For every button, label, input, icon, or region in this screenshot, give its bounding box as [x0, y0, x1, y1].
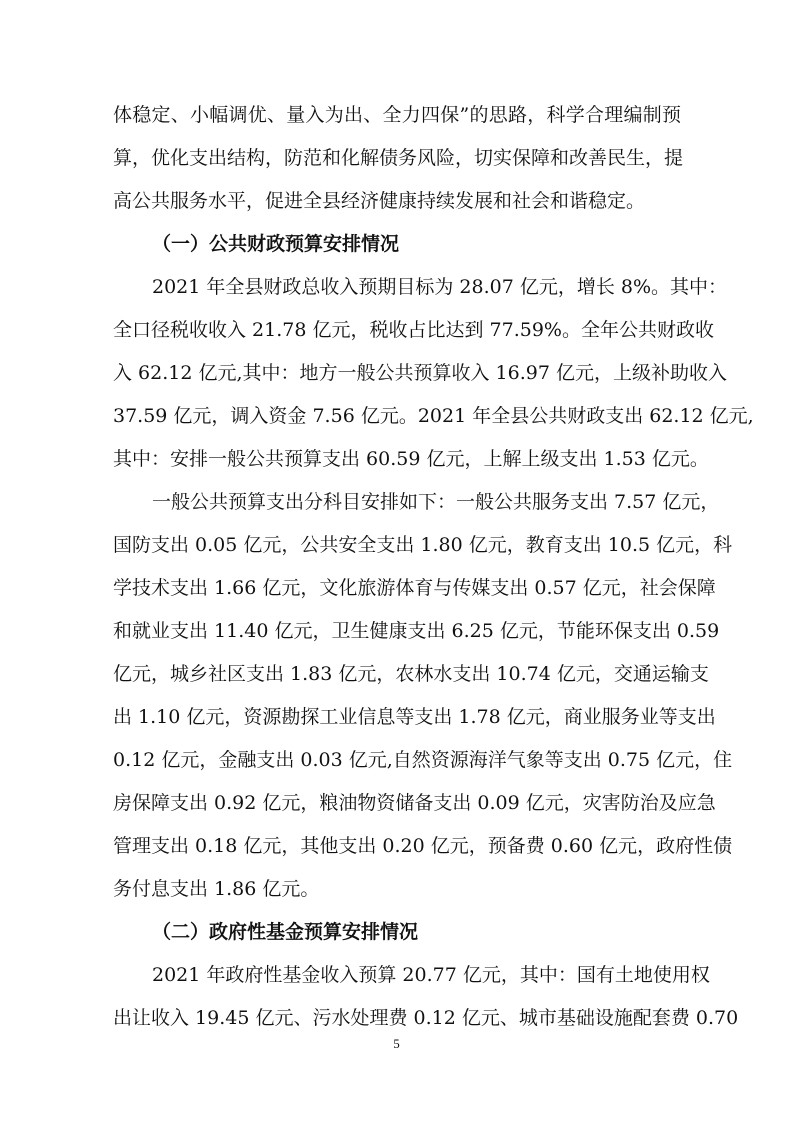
text-line: 出让收入 19.45 亿元、污水处理费 0.12 亿元、城市基础设施配套费 0.70: [113, 1007, 739, 1029]
text-line: 0.12 亿元，金融支出 0.03 亿元,自然资源海洋气象等支出 0.75 亿元，住: [113, 749, 733, 771]
text-line: 算，优化支出结构，防范和化解债务风险，切实保障和改善民生，提: [113, 147, 684, 169]
page-number: 5: [393, 1036, 400, 1051]
text-line: 出 1.10 亿元，资源勘探工业信息等支出 1.78 亿元，商业服务业等支出: [113, 706, 716, 728]
text-line: 2021 年政府性基金收入预算 20.77 亿元，其中：国有土地使用权: [152, 964, 710, 986]
text-line: 全口径税收收入 21.78 亿元，税收占比达到 77.59%。全年公共财政收: [113, 319, 714, 341]
text-line: 和就业支出 11.40 亿元，卫生健康支出 6.25 亿元，节能环保支出 0.59: [113, 620, 720, 642]
text-line: 管理支出 0.18 亿元，其他支出 0.20 亿元，预备费 0.60 亿元，政府性债: [113, 835, 733, 857]
text-line: 一般公共预算支出分科目安排如下：一般公共服务支出 7.57 亿元，: [152, 491, 720, 513]
text-line: 房保障支出 0.92 亿元，粮油物资储备支出 0.09 亿元，灾害防治及应急: [113, 792, 716, 814]
text-line: 学技术支出 1.66 亿元，文化旅游体育与传媒支出 0.57 亿元，社会保障: [113, 577, 716, 599]
text-line: 其中：安排一般公共预算支出 60.59 亿元，上解上级支出 1.53 亿元。: [113, 448, 709, 470]
text-line: 入 62.12 亿元,其中：地方一般公共预算收入 16.97 亿元，上级补助收入: [113, 362, 727, 384]
text-line: 体稳定、小幅调优、量入为出、全力四保”的思路，科学合理编制预: [113, 104, 681, 126]
text-line: 2021 年全县财政总收入预期目标为 28.07 亿元，增长 8%。其中：: [152, 276, 728, 298]
text-line: 高公共服务水平，促进全县经济健康持续发展和社会和谐稳定。: [113, 190, 646, 212]
text-line: 37.59 亿元，调入资金 7.56 亿元。2021 年全县公共财政支出 62.12 亿元,: [113, 405, 754, 427]
text-line: 亿元，城乡社区支出 1.83 亿元，农林水支出 10.74 亿元，交通运输支: [113, 663, 709, 685]
section-heading-2: （二）政府性基金预算安排情况: [152, 921, 419, 943]
text-line: 务付息支出 1.86 亿元。: [113, 878, 320, 900]
section-heading-1: （一）公共财政预算安排情况: [152, 233, 400, 255]
text-line: 国防支出 0.05 亿元，公共安全支出 1.80 亿元，教育支出 10.5 亿元，科: [113, 534, 733, 556]
